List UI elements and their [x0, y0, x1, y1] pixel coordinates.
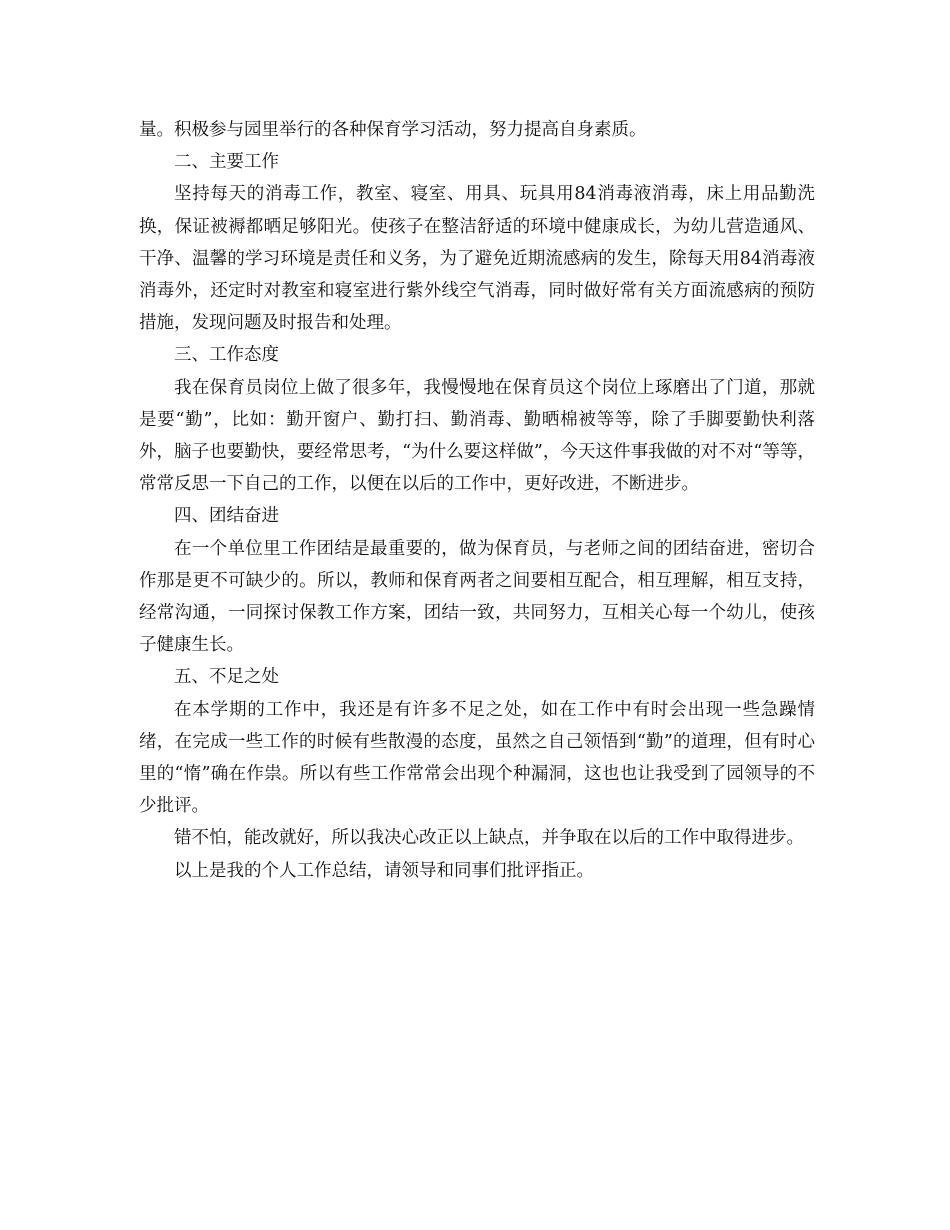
paragraph-attitude: 我在保育员岗位上做了很多年，我慢慢地在保育员这个岗位上琢磨出了门道，那就是要“勤”，比如：勤开窗户、勤打扫、勤消毒、勤晒棉被等等，除了手脚要勤快利落外，脑子也要勤快，要经常思考，“为什么要这样做”，今天这件事我做的对不对“等等，常常反思一下自己的工作，以便在以后的工作中，更好改进，不断进步。 [139, 377, 815, 495]
section-heading-attitude: 三、工作态度 [174, 345, 279, 366]
paragraph-teamwork: 在一个单位里工作团结是最重要的，做为保育员，与老师之间的团结奋进，密切合作那是更不可缺少的。所以，教师和保育两者之间要相互配合，相互理解，相互支持，经常沟通，一同探讨保教工作方案，团结一致，共同努力，互相关心每一个幼儿，使孩子健康生长。 [139, 538, 815, 656]
paragraph-closing: 以上是我的个人工作总结，请领导和同事们批评指正。 [174, 860, 594, 881]
paragraph-resolution: 错不怕，能改就好，所以我决心改正以上缺点，并争取在以后的工作中取得进步。 [174, 828, 804, 849]
section-heading-teamwork: 四、团结奋进 [174, 506, 279, 527]
paragraph-continuation: 量。积极参与园里举行的各种保育学习活动，努力提高自身素质。 [139, 120, 647, 140]
section-heading-main-work: 二、主要工作 [174, 152, 279, 173]
document-body [139, 114, 815, 887]
paragraph-shortcomings: 在本学期的工作中，我还是有许多不足之处，如在工作中有时会出现一些急躁情绪，在完成一些工作的时候有些散漫的态度，虽然之自己领悟到“勤”的道理，但有时心里的“惰”确在作祟。所以有些工作常常会出现个种漏洞，这也也让我受到了园领导的不少批评。 [139, 699, 815, 817]
section-heading-shortcomings: 五、不足之处 [174, 667, 279, 688]
paragraph-main-work: 坚持每天的消毒工作，教室、寝室、用具、玩具用84消毒液消毒，床上用品勤洗换，保证被褥都晒足够阳光。使孩子在整洁舒适的环境中健康成长，为幼儿营造通风、干净、温馨的学习环境是责任和义务，为了避免近期流感病的发生，除每天用84消毒液消毒外，还定时对教室和寝室进行紫外线空气消毒，同时做好常有关方面流感病的预防措施，发现问题及时报告和处理。 [139, 184, 815, 334]
